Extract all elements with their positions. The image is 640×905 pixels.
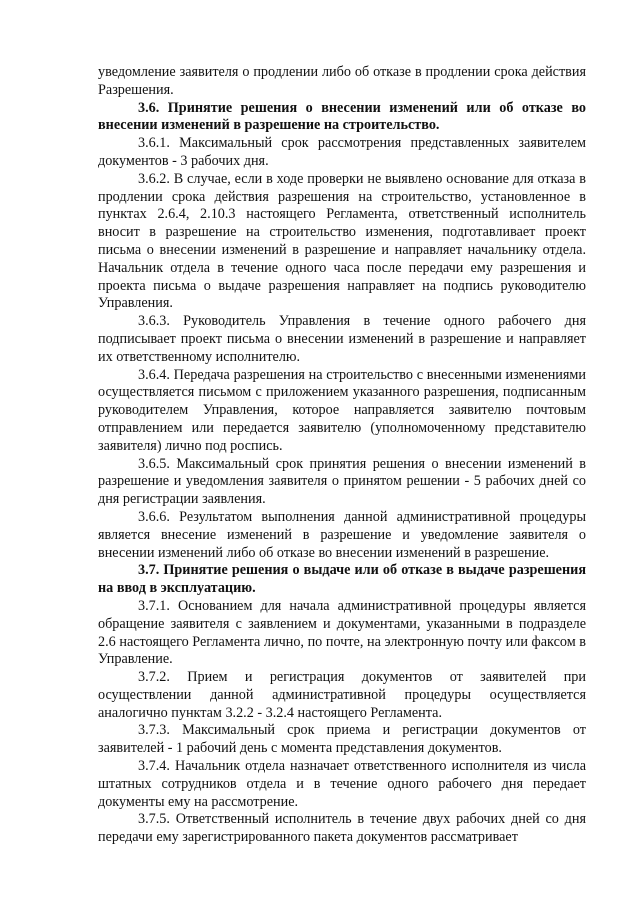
paragraph-intro: уведомление заявителя о продлении либо об отказе в продлении срока действия Разрешения. bbox=[98, 64, 586, 98]
paragraph-3-6-2: 3.6.2. В случае, если в ходе проверки не выявлено основание для отказа в продлении срока действия разрешения на строительство, установленное в пунктах 2.6.4, 2.10.3 настоящего Регламента, ответственный исполнитель вносит в разрешение на строительство изменения, подготавливает проект письма о внесении изменений в разрешение и направляет начальнику отдела. Начальник отдела в течение одного часа после передачи ему разрешения и проекта письма о выдаче разрешения направляет на подпись руководителю Управления. bbox=[98, 170, 586, 312]
paragraph-3-6-3: 3.6.3. Руководитель Управления в течение одного рабочего дня подписывает проект письма о внесении изменений в разрешение и направляет их ответственному исполнителю. bbox=[98, 313, 586, 365]
section-heading-3-6: 3.6. Принятие решения о внесении изменений или об отказе во внесении изменений в разрешение на строительство. bbox=[98, 99, 586, 134]
paragraph-3-6-1: 3.6.1. Максимальный срок рассмотрения представленных заявителем документов - 3 рабочих дня. bbox=[98, 135, 586, 169]
paragraph-3-7-2: 3.7.2. Прием и регистрация документов от заявителей при осуществлении данной административной процедуры осуществляется аналогично пунктам 3.2.2 - 3.2.4 настоящего Регламента. bbox=[98, 669, 586, 721]
paragraph-3-7-5: 3.7.5. Ответственный исполнитель в течение двух рабочих дней со дня передачи ему зарегистрированного пакета документов рассматривает bbox=[98, 811, 586, 846]
document-page bbox=[98, 64, 586, 847]
section-heading-3-7: 3.7. Принятие решения о выдаче или об отказе в выдаче разрешения на ввод в эксплуатацию. bbox=[98, 562, 586, 597]
paragraph-3-6-5: 3.6.5. Максимальный срок принятия решения о внесении изменений в разрешение и уведомления заявителя о принятом решении - 5 рабочих дней со дня регистрации заявления. bbox=[98, 455, 586, 508]
paragraph-3-7-3: 3.7.3. Максимальный срок приема и регистрации документов от заявителей - 1 рабочий день с момента представления документов. bbox=[98, 722, 586, 757]
paragraph-3-7-1: 3.7.1. Основанием для начала административной процедуры является обращение заявителя с заявлением и документами, указанными в подразделе 2.6 настоящего Регламента лично, по почте, на электронную почту или факсом в Управление. bbox=[98, 597, 586, 668]
paragraph-3-7-4: 3.7.4. Начальник отдела назначает ответственного исполнителя из числа штатных сотрудников отдела и в течение одного рабочего дня передает документы ему на рассмотрение. bbox=[98, 758, 586, 810]
paragraph-3-6-6: 3.6.6. Результатом выполнения данной административной процедуры является внесение изменений в разрешение и уведомление заявителя о внесении изменений либо об отказе во внесении изменений в разрешение. bbox=[98, 508, 586, 561]
paragraph-3-6-4: 3.6.4. Передача разрешения на строительство с внесенными изменениями осуществляется письмом с приложением указанного разрешения, подписанным руководителем Управления, которое направляется заявителю почтовым отправлением или передается заявителю (уполномоченному представителю заявителя) лично под роспись. bbox=[98, 366, 586, 454]
